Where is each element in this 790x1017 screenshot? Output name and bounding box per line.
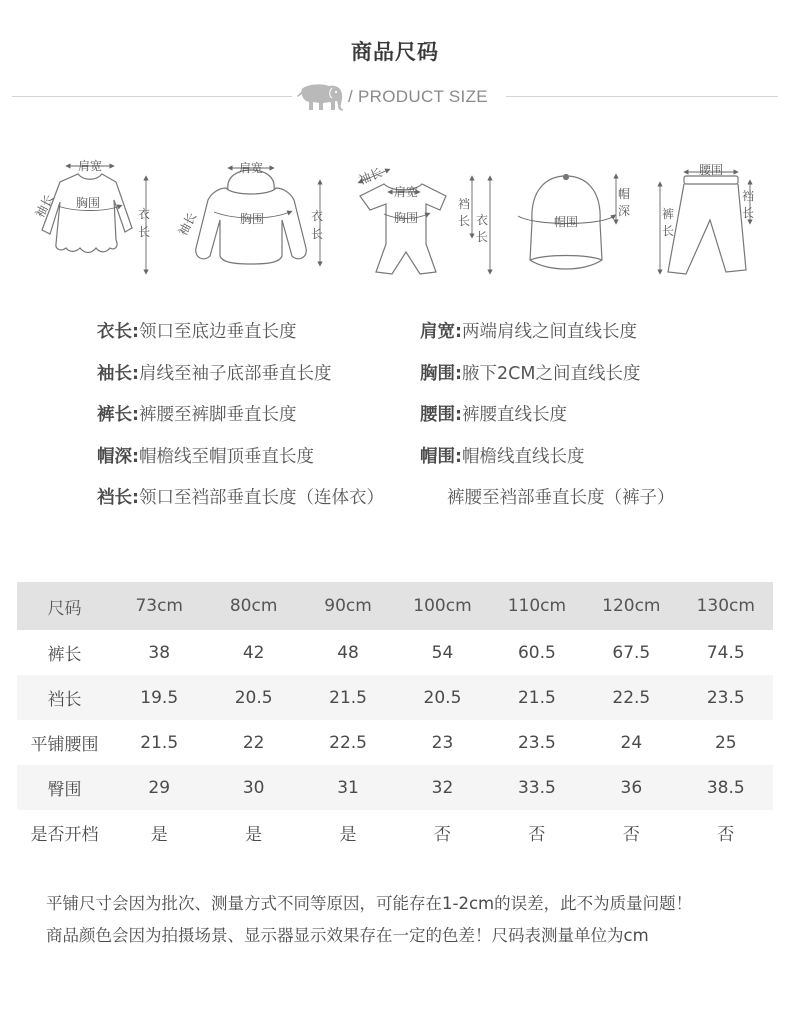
note-line: 商品颜色会因为拍摄场景、显示器显示效果存在一定的色差！尺码表测量单位为cm <box>46 925 649 945</box>
row-label: 臀围 <box>17 765 112 810</box>
romper-shoulder-label: 肩宽 <box>393 185 419 199</box>
dress-shoulder-label: 肩宽 <box>77 159 103 173</box>
table-cell: 22 <box>242 732 265 753</box>
definition-extra: 裤腰至裆部垂直长度（裤子） <box>447 488 675 508</box>
table-cell: 是 <box>245 825 263 845</box>
header-cell: 73cm <box>112 582 206 630</box>
jacket-chest-label: 胸围 <box>239 212 265 226</box>
romper-length-label-2: 长 <box>476 230 489 244</box>
table-cell: 否 <box>622 825 640 845</box>
table-cell: 是 <box>339 825 357 845</box>
romper-length-label-1: 衣 <box>476 213 489 227</box>
hat-circumference-label: 帽围 <box>553 215 579 229</box>
table-row <box>17 810 773 855</box>
size-table-header <box>17 582 773 630</box>
table-cell: 36 <box>584 765 678 810</box>
table-cell: 21.5 <box>490 675 584 720</box>
table-cell: 29 <box>112 765 206 810</box>
measurement-diagrams <box>0 148 790 288</box>
dress-chest-label: 胸围 <box>75 196 101 210</box>
table-cell: 23 <box>431 732 454 753</box>
header-cell: 尺码 <box>17 582 112 630</box>
definition-row <box>97 318 777 360</box>
definition-row-crotch <box>97 484 777 526</box>
definition-key: 帽深: <box>97 446 139 467</box>
romper-chest-label: 胸围 <box>393 211 419 225</box>
elephant-icon <box>296 82 346 112</box>
definition-value: 两端肩线之间直线长度 <box>462 322 637 342</box>
table-cell: 19.5 <box>112 675 206 720</box>
jacket-length-label-2: 长 <box>311 227 324 241</box>
definition-row <box>97 443 777 485</box>
size-table <box>17 582 773 855</box>
table-cell: 22.5 <box>584 675 678 720</box>
table-cell: 38 <box>148 642 171 663</box>
pants-crotch-label-1: 裆 <box>742 189 755 203</box>
definition-key: 胸围: <box>420 363 462 384</box>
romper-crotch-label-2: 长 <box>458 214 471 228</box>
table-cell: 48 <box>337 642 359 663</box>
table-cell: 67.5 <box>612 642 651 663</box>
definition-key: 腰围: <box>420 405 462 425</box>
dress-length-label-1: 衣 <box>138 207 151 221</box>
table-cell: 是 <box>150 825 168 845</box>
table-cell: 60.5 <box>517 642 556 663</box>
table-cell: 20.5 <box>206 675 300 720</box>
header-cell: 130cm <box>679 582 773 630</box>
row-label: 裆长 <box>17 675 112 720</box>
definition-key: 裆长: <box>97 488 139 508</box>
pants-length-label-1: 裤 <box>662 207 675 221</box>
hat-depth-label-1: 帽 <box>618 187 631 201</box>
definition-value: 腋下2CM之间直线长度 <box>462 363 641 384</box>
pants-diagram <box>660 172 750 274</box>
table-cell: 38.5 <box>679 765 773 810</box>
note-line: 平铺尺寸会因为批次、测量方式不同等原因，可能存在1-2cm的误差，此不为质量问题！ <box>46 894 693 913</box>
table-cell: 20.5 <box>395 675 489 720</box>
subtitle-row <box>12 82 778 112</box>
definition-key: 裤长: <box>97 405 139 425</box>
table-cell: 24 <box>620 732 643 753</box>
dress-diagram <box>42 166 146 272</box>
definition-row <box>97 360 777 402</box>
header-cell: 90cm <box>301 582 395 630</box>
romper-crotch-label-1: 裆 <box>458 197 471 211</box>
table-cell: 31 <box>301 765 395 810</box>
table-row <box>17 630 773 675</box>
header-cell: 80cm <box>206 582 300 630</box>
definition-key: 袖长: <box>97 363 139 384</box>
definition-value: 领口至底边垂直长度 <box>139 322 297 342</box>
table-cell: 54 <box>431 642 454 663</box>
divider-left <box>12 96 292 97</box>
table-cell: 30 <box>206 765 300 810</box>
header-cell: 110cm <box>490 582 584 630</box>
divider-right <box>506 96 778 97</box>
table-cell: 否 <box>433 825 451 845</box>
definition-value: 领口至裆部垂直长度（连体衣） <box>139 488 384 508</box>
pants-length-label-2: 长 <box>662 224 675 238</box>
table-row <box>17 765 773 810</box>
definition-key: 肩宽: <box>420 322 462 342</box>
definition-key: 衣长: <box>97 322 139 342</box>
definition-value: 裤腰至裤脚垂直长度 <box>139 405 297 425</box>
romper-diagram <box>360 170 490 274</box>
row-label: 是否开档 <box>30 825 99 845</box>
table-row <box>17 675 773 720</box>
pants-crotch-label-2: 长 <box>742 206 755 220</box>
table-cell: 42 <box>242 642 265 663</box>
header-cell: 120cm <box>584 582 678 630</box>
table-cell: 23.5 <box>517 732 556 753</box>
table-cell: 否 <box>528 825 546 845</box>
table-cell: 74.5 <box>706 642 745 663</box>
pants-waist-label: 腰围 <box>698 163 724 177</box>
row-label: 平铺腰围 <box>30 735 99 755</box>
dress-sleeve-label: 袖长 <box>32 192 57 221</box>
jacket-sleeve-label: 袖长 <box>175 210 200 239</box>
header-cell: 100cm <box>395 582 489 630</box>
table-cell: 21.5 <box>301 675 395 720</box>
table-row <box>17 720 773 765</box>
definition-value: 帽檐线直线长度 <box>462 446 585 467</box>
disclaimer-notes <box>46 888 692 951</box>
table-cell: 33.5 <box>490 765 584 810</box>
jacket-shoulder-label: 肩宽 <box>238 161 264 175</box>
definition-value: 裤腰直线长度 <box>462 405 567 425</box>
page-subtitle: / PRODUCT SIZE <box>348 87 488 106</box>
table-cell: 32 <box>395 765 489 810</box>
definition-key: 帽围: <box>420 446 462 467</box>
row-label: 裤长 <box>47 645 82 665</box>
jacket-length-label-1: 衣 <box>311 209 324 223</box>
table-cell: 22.5 <box>329 732 367 753</box>
definition-value: 肩线至袖子底部垂直长度 <box>139 363 332 384</box>
romper-sleeve-label: 袖长 <box>356 165 385 188</box>
table-cell: 25 <box>714 732 737 753</box>
measurement-definitions <box>97 318 777 526</box>
table-cell: 21.5 <box>140 732 179 753</box>
definition-value: 帽檐线至帽顶垂直长度 <box>139 446 314 467</box>
hat-depth-label-2: 深 <box>618 204 631 218</box>
page-title: 商品尺码 <box>351 40 439 64</box>
definition-row <box>97 401 777 443</box>
table-cell: 23.5 <box>679 675 773 720</box>
dress-length-label-2: 长 <box>138 225 151 239</box>
table-cell: 否 <box>717 825 735 845</box>
